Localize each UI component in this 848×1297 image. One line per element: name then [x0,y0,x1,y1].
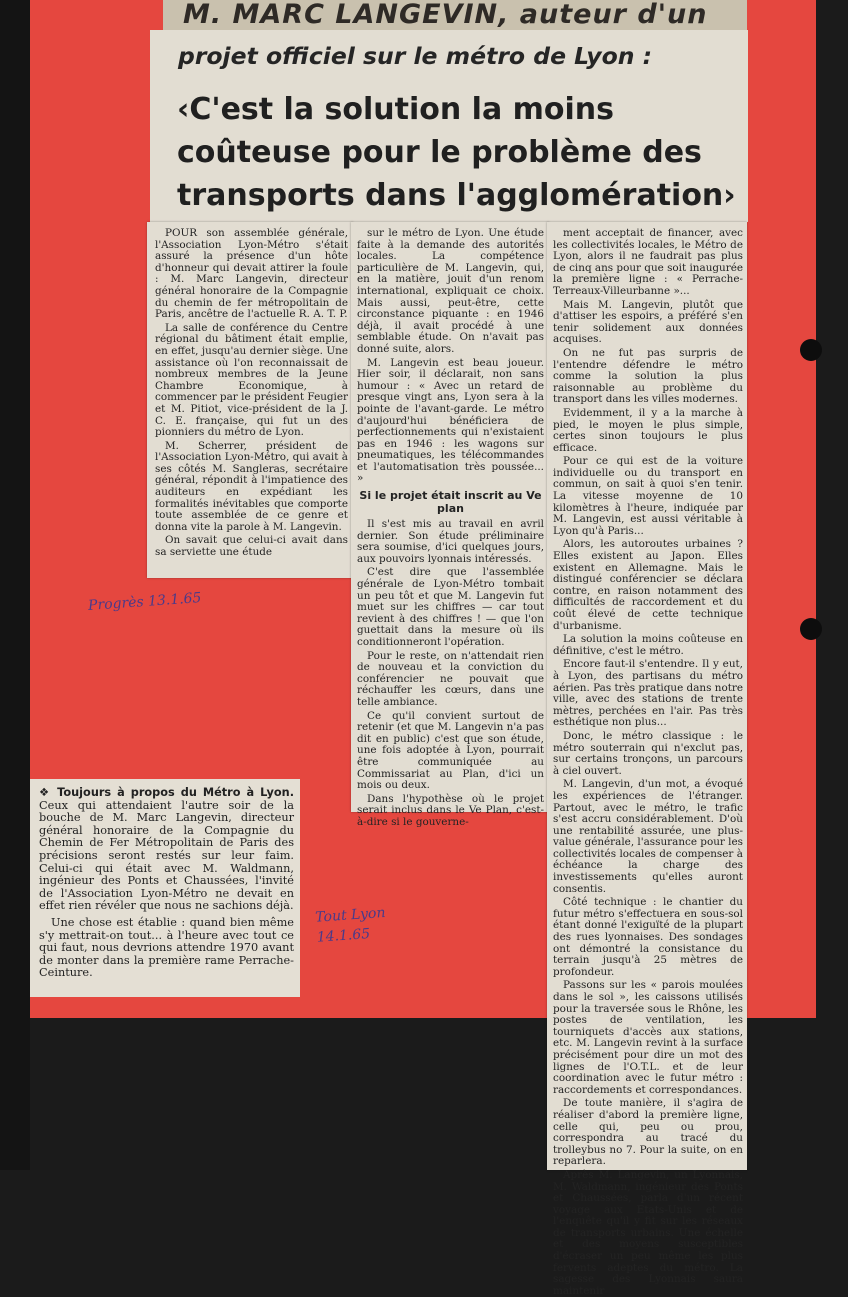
handwritten-source-note: Progrès 13.1.65 [87,590,202,614]
binder-hole-bottom [800,618,822,640]
paragraph: ment acceptait de financer, avec les collectivités locales, le Métro de Lyon, alors il ne faudrait pas plus de cinq ans pour que soit inaugurée la première ligne : « Perrache-Terreaux-Villeurbanne »... [553,227,743,297]
kicker-text: M. MARC LANGEVIN, auteur d'un [183,0,708,30]
title-line: transports dans l'agglomération› [177,178,736,213]
paragraph: Encore faut-il s'entendre. Il y eut, à Lyon, des partisans du métro aérien. Pas très pratique dans notre ville, avec des stations de trente mètres, perchées en l'air. Pas très esthétique non plus... [553,658,743,729]
paragraph: On ne fut pas surpris de l'entendre défendre le métro comme la solution la plus raisonnable au problème du transport dans les villes modernes. [553,346,743,406]
brief-paragraph-1 [39,787,294,913]
paragraph: Pour ce qui est de la voiture individuelle ou du transport en commun, on sait à quoi s'en tenir. La vitesse moyenne de 10 kilomètres à l'heure, indiquée par M. Langevin, est aussi véritable à Lyon qu'à Paris... [553,455,743,537]
paragraph: La salle de conférence du Centre régional du bâtiment était emplie, en effet, jusqu'au dernier siège. Une assistance où l'on reconnaissait de nombreux membres de la Jeune Chambre Economique, à commencer par le président Feugier et M. Pitiot, vice-président de la J. C. E. française, qui fut un des pionniers du métro de Lyon. [155,321,348,439]
paragraph: C'est dire que l'assemblée générale de Lyon-Métro tombait un peu tôt et que M. Langevin fut muet sur les chiffres — car tout revient à des chiffres ! — que l'on guettait dans la mesure où ils conditionneront l'opération. [357,566,544,648]
binder-hole-top [800,339,822,361]
paragraph: M. Langevin est beau joueur. Hier soir, il déclarait, non sans humour : « Avec un retard de presque vingt ans, Lyon sera à la pointe de l'avant-garde. Le métro d'aujourd'hui bénéficiera de perfectionnements qui n'existaient pas en 1946 : les wagons sur pneumatiques, les télécommandes et l'automatisation très poussée... » [357,356,544,485]
paragraph: M. Langevin, d'un mot, a évoqué les expériences de l'étranger. Partout, avec le métro, le trafic s'est accru considérablement. D'où une rentabilité assurée, une plus-value générale, l'assurance pour les collectivités locales de compenser à échéance la charge des investissements qu'elles auront consentis. [553,778,743,895]
title-line: coûteuse pour le problème des [177,135,702,170]
title-line: ‹C'est la solution la moins [177,92,615,127]
paragraph: Alors, les autoroutes urbaines ? Elles existent au Japon. Elles existent en Allemagne. Mais le distingué conférencier se déclara contre, en raison notamment des difficultés de raccordement et du coût élevé de cette technique d'urbanisme. [553,538,743,632]
paragraph: Côté technique : le chantier du futur métro s'effectuera en sous-sol étant donné l'exiguïté de la plupart des rues lyonnaises. Des sondages ont démontré la consistance du terrain jusqu'à 25 mètres de profondeur. [553,896,743,978]
article-subtitle: projet officiel sur le métro de Lyon : [178,42,653,70]
article-title [177,88,749,217]
paragraph: POUR son assemblée générale, l'Association Lyon-Métro s'était assuré la présence d'un hôte d'honneur qui devait attirer la foule : M. Marc Langevin, directeur général honoraire de la Compagnie du chemin de fer métropolitain de Paris, ancêtre de l'actuelle R. A. T. P. [155,227,348,321]
paragraph: Pour le reste, on n'attendait rien de nouveau et la conviction du conférencier ne pouvait que réchauffer les cœurs, dans une telle ambiance. [357,649,544,708]
paragraph: La solution la moins coûteuse en définitive, c'est le métro. [553,633,743,657]
section-subhead: Si le projet était inscrit au Ve plan [359,489,542,516]
paragraph: Donc, le métro classique : le métro souterrain qui n'exclut pas, sur certains tronçons, un parcours à ciel ouvert. [553,729,743,777]
brief-clipping [30,779,300,997]
dark-backdrop [0,0,30,1170]
paragraph: sur le métro de Lyon. Une étude faite à la demande des autorités locales. La compétence particulière de M. Langevin, qui, en la matière, jouit d'un renom international, expliquait ce choix. Mais aussi, peut-être, cette circonstance piquante : en 1946 déjà, il avait procédé à une semblable étude. On n'avait pas donné suite, alors. [357,227,544,355]
paragraph: Mais M. Langevin, plutôt que d'attiser les espoirs, a préféré s'en tenir solidement aux données acquises. [553,298,743,346]
handwritten-source-note: Tout Lyon 14.1.65 [314,904,386,946]
paragraph: Dans l'hypothèse où le projet serait inclus dans le Ve Plan, c'est-à-dire si le gouverne- [357,792,544,828]
paragraph: Ce qu'il convient surtout de retenir (et que M. Langevin n'a pas dit en public) c'est que son étude, une fois adoptée à Lyon, pourrait être communiquée au Commissariat au Plan, d'ici un mois ou deux. [357,709,544,792]
paragraph: M. Scherrer, président de l'Association Lyon-Métro, qui avait à ses côtés M. Sangleras, secrétaire général, répondit à l'impatience des auditeurs en expédiant les formalités inévitables que comporte toute assemblée de ce genre et donna vite la parole à M. Langevin. [155,439,348,533]
paragraph: On savait que celui-ci avait dans sa serviette une étude [155,534,348,559]
kicker-strip [163,0,747,30]
paragraph: Après M. Langevin, un Lyonnais, M. Waldmann, ingénieur des Ponts et Chaussées, parla d'un récent voyage aux Etats-Unis et de l'enquête qu'il y fit sur les réseaux de transports urbains. Une échelle et des moyens susceptibles d'écraser un peu même les plus fervents adeptes du métro. La sagesse des Lyonnais saura maintenir [553,1168,743,1297]
article-column-2 [351,222,549,828]
brief-lead: ❖ Toujours à propos du Métro à Lyon. [39,786,294,799]
article-column-3 [547,222,747,1297]
paragraph: Passons sur les « parois moulées dans le sol », les caissons utilisés pour la traversée sous le Rhône, les postes de ventilation, les tourniquets d'accès aux stations, etc. M. Langevin revint à la surface précisément pour dire un mot des lignes de l'O.T.L. et de leur coordination avec le futur métro : raccordements et correspondances. [553,979,743,1096]
article-column-1 [147,222,353,578]
brief-text: Ceux qui attendaient l'autre soir de la bouche de M. Marc Langevin, directeur général honoraire de la Compagnie du Chemin de Fer Métropolitain de Paris des précisions seront restés sur leur faim. Celui-ci qui était avec M. Waldmann, ingénieur des Ponts et Chaussées, l'invité de l'Association Lyon-Métro ne devait en effet rien révéler que nous ne sachions déjà. [39,798,294,913]
paragraph: De toute manière, il s'agira de réaliser d'abord la première ligne, celle qui, peu ou prou, correspondra au tracé du trolleybus no 7. Pour la suite, on en reparlera. [553,1097,743,1168]
paragraph: Evidemment, il y a la marche à pied, le moyen le plus simple, certes sinon toujours le plus efficace. [553,406,743,454]
paragraph: Il s'est mis au travail en avril dernier. Son étude préliminaire sera soumise, d'ici quelques jours, aux pouvoirs lyonnais intéressés. [357,518,544,565]
brief-paragraph-2: Une chose est établie : quand bien même s'y mettrait-on tout... à l'heure avec tout ce qui faut, nous devrions attendre 1970 avant de monter dans la première rame Perrache-Ceinture. [39,915,294,980]
